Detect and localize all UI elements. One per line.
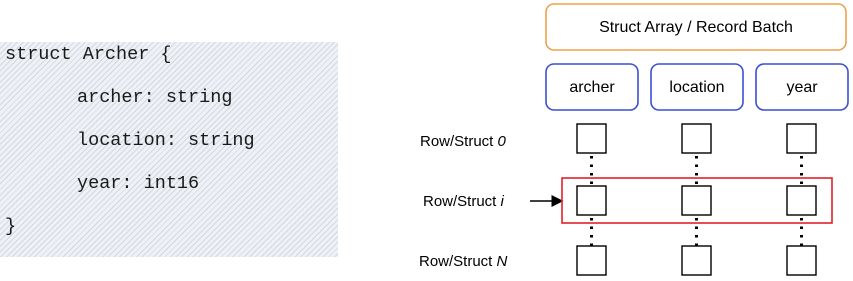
- cell-row0-archer: [577, 124, 606, 153]
- cell-row0-location: [682, 124, 711, 153]
- row-label-i-index: i: [500, 193, 504, 210]
- cell-rown-year: [787, 246, 816, 275]
- cell-rowi-archer: [577, 186, 606, 215]
- code-line-struct-close: }: [5, 216, 17, 237]
- code-line-struct-open: struct Archer {: [5, 44, 172, 65]
- row-label-n-index: N: [496, 253, 508, 270]
- cell-rown-archer: [577, 246, 606, 275]
- column-label-location: location: [669, 79, 725, 96]
- code-line-location-field: location: string: [77, 130, 255, 151]
- row-label-n-text: Row/Struct: [419, 253, 497, 270]
- row-label-0-index: 0: [497, 133, 506, 150]
- row-label-0: [420, 133, 507, 150]
- record-batch-header-label: Struct Array / Record Batch: [599, 19, 793, 36]
- row-label-i: [423, 193, 505, 210]
- row-label-0-text: Row/Struct: [420, 133, 498, 150]
- cell-rowi-year: [787, 186, 816, 215]
- cell-rown-location: [682, 246, 711, 275]
- column-label-year: year: [786, 79, 818, 96]
- row-label-i-text: Row/Struct: [423, 193, 501, 210]
- cell-rowi-location: [682, 186, 711, 215]
- row-label-n: [419, 253, 508, 270]
- code-line-archer-field: archer: string: [77, 87, 233, 108]
- cell-row0-year: [787, 124, 816, 153]
- column-label-archer: archer: [569, 79, 615, 96]
- code-line-year-field: year: int16: [77, 173, 200, 194]
